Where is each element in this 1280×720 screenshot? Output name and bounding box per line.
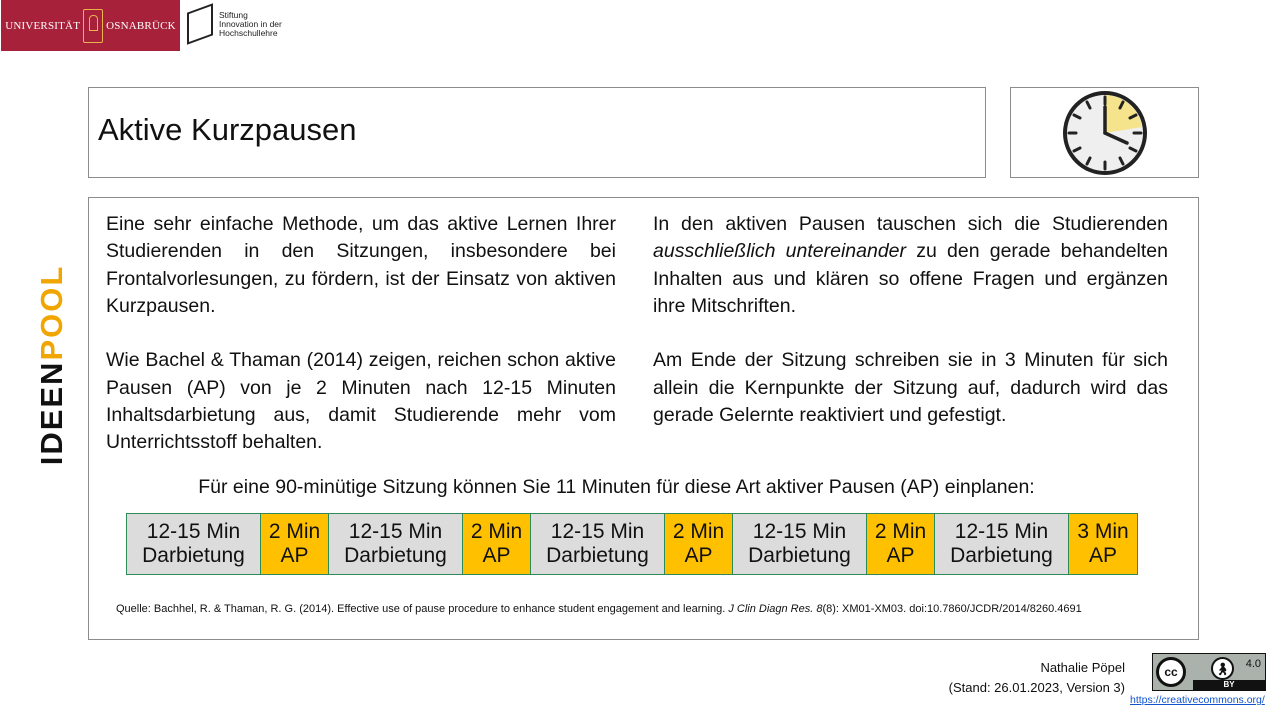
left-column xyxy=(106,211,616,484)
timeline-segment: 3 Min AP xyxy=(1069,514,1137,574)
emphasis-text: ausschließlich untereinander xyxy=(653,240,907,263)
page-title: Aktive Kurzpausen xyxy=(98,112,357,147)
timeline-segment: 12-15 Min Darbietung xyxy=(329,514,463,574)
stiftung-text: Stiftung Innovation in der Hochschullehre xyxy=(219,9,282,38)
cc-by-label: BY xyxy=(1193,680,1265,690)
cc-version: 4.0 xyxy=(1245,658,1261,670)
ideenpool-text: IDEENPOOL xyxy=(34,264,69,466)
timeline-segment: 2 Min AP xyxy=(261,514,329,574)
right-column xyxy=(653,211,1168,457)
left-paragraph-2: Wie Bachel & Thaman (2014) zeigen, reichen schon aktive Pausen (AP) von je 2 Minuten nach 12-15 Minuten Inhaltsdarbietung aus, damit Studierende mehr vom Unterrichtsstoff behalten. xyxy=(106,349,616,454)
timeline-segment: 12-15 Min Darbietung xyxy=(935,514,1069,574)
timeline-segment: 12-15 Min Darbietung xyxy=(531,514,665,574)
timeline-segment: 12-15 Min Darbietung xyxy=(127,514,261,574)
session-timeline xyxy=(126,513,1138,575)
uni-name-left: UNIVERSITÄT xyxy=(5,19,81,32)
person-icon: 🚶︎ xyxy=(1211,657,1234,680)
left-paragraph-1: Eine sehr einfache Methode, um das aktive Lernen Ihrer Studierenden in den Sitzungen, insbesondere bei Frontalvorlesungen, zu fördern, ist der Einsatz von aktiven Kurzpausen. xyxy=(106,213,616,317)
cc-icon: cc xyxy=(1156,657,1186,687)
author-name: Nathalie Pöpel xyxy=(1040,660,1125,675)
stiftung-cube-icon xyxy=(187,3,213,44)
cc-license-badge[interactable] xyxy=(1152,653,1266,691)
timeline-segment: 2 Min AP xyxy=(867,514,935,574)
right-paragraph-1: In den aktiven Pausen tauschen sich die Studierenden ausschließlich untereinander zu den gerade behandelten Inhalten aus und klären so offene Fragen und ergänzen ihre Mitschriften. xyxy=(653,213,1169,317)
right-paragraph-2: Am Ende der Sitzung schreiben sie in 3 Minuten für sich allein die Kernpunkte der Sitzung auf, dadurch wird das gerade Gelernte reaktiviert und gefestigt. xyxy=(653,349,1168,427)
clock-box xyxy=(1010,87,1199,178)
author-info xyxy=(949,658,1125,698)
source-citation: Quelle: Bachhel, R. & Thaman, R. G. (2014). Effective use of pause procedure to enhance student engagement and learning. J Clin Diagn Res. 8(8): XM01-XM03. doi:10.7860/JCDR/2014/8260.4691 xyxy=(116,603,1082,615)
uni-crest-icon xyxy=(83,9,103,43)
cc-link[interactable]: https://creativecommons.org/ xyxy=(1130,694,1265,706)
clock-icon xyxy=(1060,89,1150,177)
title-box xyxy=(88,87,986,178)
uni-name-right: OSNABRÜCK xyxy=(106,19,176,32)
timeline-intro: Für eine 90-minütige Sitzung können Sie 11 Minuten für diese Art aktiver Pausen (AP) einplanen: xyxy=(198,476,1035,498)
stand-date: (Stand: 26.01.2023, Version 3) xyxy=(948,680,1125,695)
university-logo xyxy=(1,0,180,51)
ideenpool-logo xyxy=(36,262,68,468)
timeline-segment: 12-15 Min Darbietung xyxy=(733,514,867,574)
timeline-segment: 2 Min AP xyxy=(665,514,733,574)
stiftung-logo xyxy=(187,8,319,40)
timeline-segment: 2 Min AP xyxy=(463,514,531,574)
content-box xyxy=(88,197,1199,640)
